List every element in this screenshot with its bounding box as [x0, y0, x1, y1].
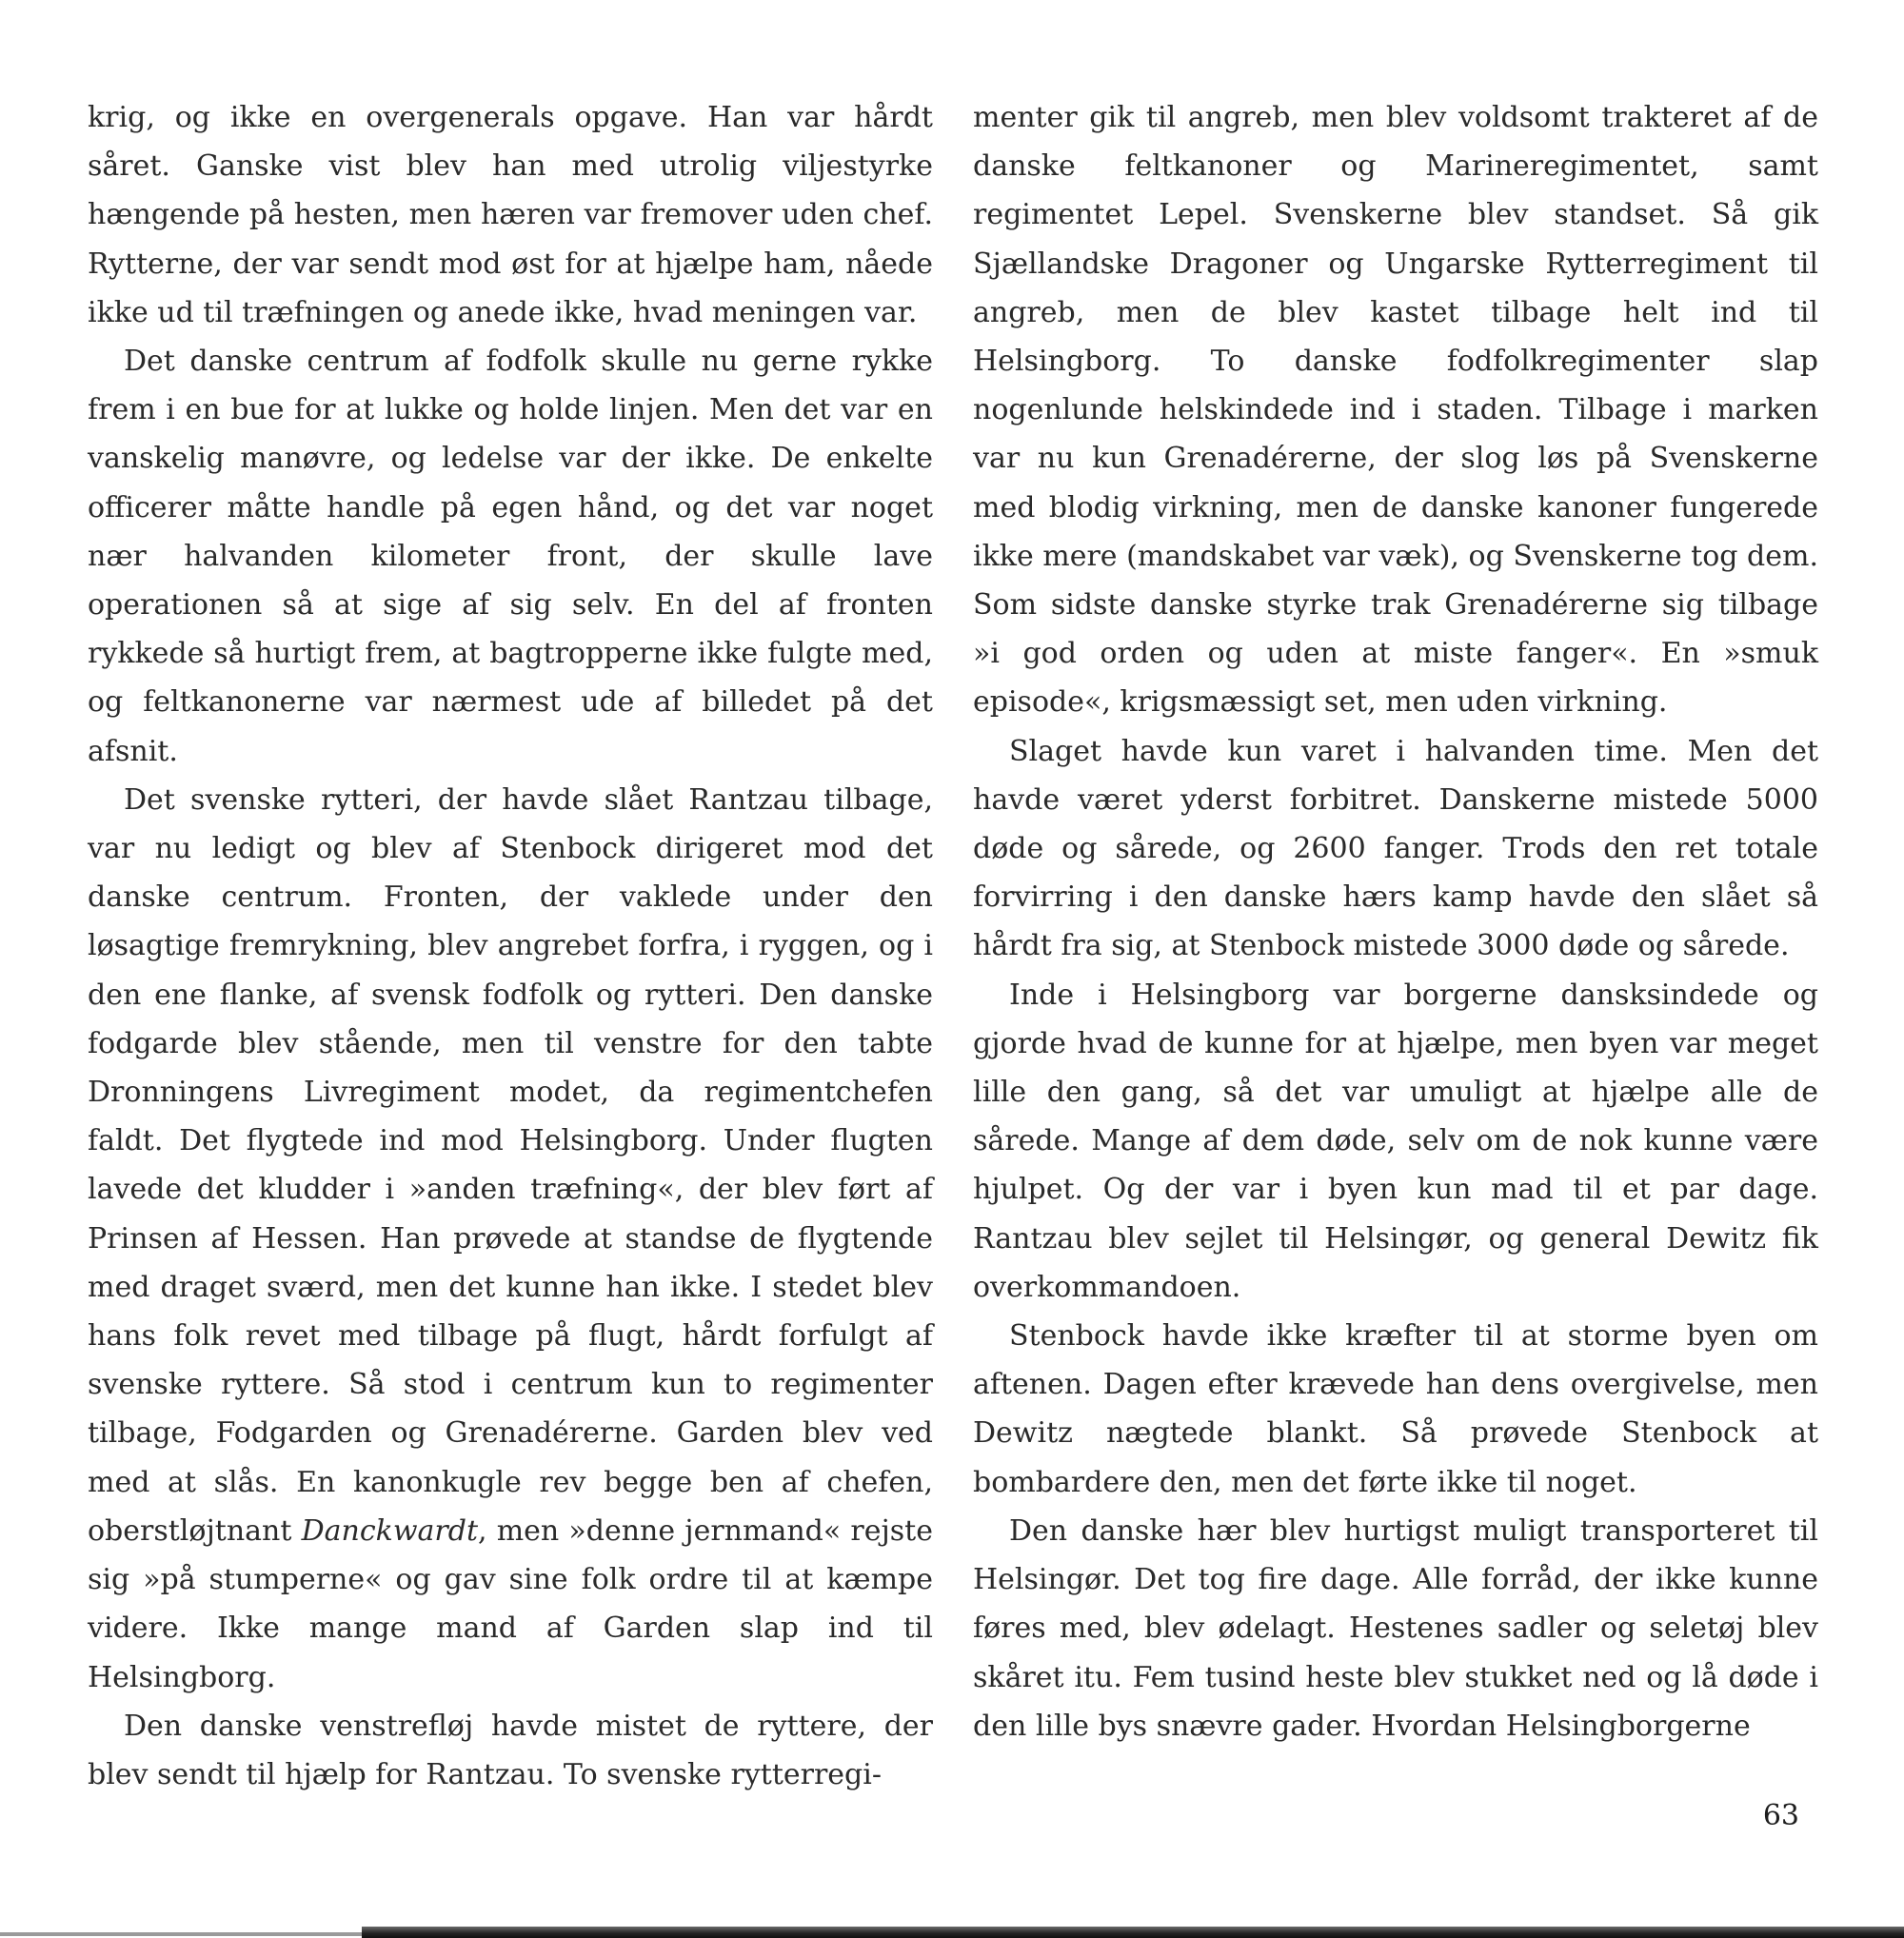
paragraph: Slaget havde kun varet i halvanden time. Men det havde været yderst forbitret. Danskerne mistede 5000 døde og sårede, og 2600 fanger. Trods den ret totale forvirring i den danske hærs kamp havde den slået så hårdt fra sig, at Stenbock mistede 3000 døde og sårede. [973, 734, 1818, 963]
paragraph: Stenbock havde ikke kræfter til at storme byen om aftenen. Dagen efter krævede han dens overgivelse, men Dewitz nægtede blankt. Så prøvede Stenbock at bombardere den, men det førte ikke til noget. [973, 1319, 1818, 1499]
paragraph-text: Det svenske rytteri, der havde slået Rantzau tilbage, var nu ledigt og blev af Stenbock dirigeret mod det danske centrum. Fronten, der vaklede under den løsagtige fremrykning, blev angrebet forfra, i ryggen, og i den ene flanke, af svensk fodfolk og rytteri. Den danske fodgarde blev stående, men til venstre for den tabte Dronningens Livregiment modet, da regimentchefen faldt. Det flygtede ind mod Helsingborg. Under flugten lavede det kludder i »anden træfning«, der blev ført af Prinsen af Hessen. Han prøvede at standse de flygtende med draget sværd, men det kunne han ikke. I stedet blev hans folk revet med tilbage på flugt, hårdt forfulgt af svenske ryttere. Så stod i centrum kun to regimenter tilbage, Fodgarden og Grenadérerne. Garden blev ved med at slås. En kanonkugle rev begge ben af chefen, oberstløjtnant [88, 782, 933, 1548]
page-number: 63 [1762, 1799, 1799, 1832]
paragraph: Den danske venstrefløj havde mistet de ryttere, der blev sendt til hjælp for Rantzau. To svenske rytterregi- [88, 1709, 933, 1791]
left-text-column [88, 93, 933, 1799]
paragraph: Inde i Helsingborg var borgerne dansksindede og gjorde hvad de kunne for at hjælpe, men byen var meget lille den gang, så det var umuligt at hjælpe alle de sårede. Mange af dem døde, selv om de nok kunne være hjulpet. Og der var i byen kun mad til et par dage. Rantzau blev sejlet til Helsingør, og general Dewitz fik overkommandoen. [973, 978, 1818, 1304]
italic-name: Danckwardt [301, 1513, 478, 1548]
paragraph [88, 776, 933, 1702]
scan-edge-line [0, 1932, 362, 1936]
scan-edge-shadow [362, 1927, 1904, 1938]
paragraph: Den danske hær blev hurtigst muligt transporteret til Helsingør. Det tog fire dage. Alle forråd, der ikke kunne føres med, blev ødelagt. Hestenes sadler og seletøj blev skåret itu. Fem tusind heste blev stukket ned og lå døde i den lille bys snævre gader. Hvordan Helsingborgerne [973, 1513, 1818, 1743]
right-text-column [973, 93, 1818, 1750]
paragraph: Det danske centrum af fodfolk skulle nu gerne rykke frem i en bue for at lukke og holde linjen. Men det var en vanskelig manøvre, og ledelse var der ikke. De enkelte officerer måtte handle på egen hånd, og det var noget nær halvanden kilometer front, der skulle lave operationen så at sige af sig selv. En del af fronten rykkede så hurtigt frem, at bagtropperne ikke fulgte med, og feltkanonerne var nærmest ude af billedet på det afsnit. [88, 345, 933, 768]
paragraph: krig, og ikke en overgenerals opgave. Han var hårdt såret. Ganske vist blev han med utrolig viljestyrke hængende på hesten, men hæren var fremover uden chef. Rytterne, der var sendt mod øst for at hjælpe ham, nåede ikke ud til træfningen og anede ikke, hvad meningen var. [88, 101, 933, 329]
paragraph-text: , men »denne jernmand« rejste sig »på stumperne« og gav sine folk ordre til at kæmpe videre. Ikke mange mand af Garden slap ind til Helsingborg. [88, 1513, 933, 1694]
paragraph: menter gik til angreb, men blev voldsomt trakteret af de danske feltkanoner og Marineregimentet, samt regimentet Lepel. Svenskerne blev standset. Så gik Sjællandske Dragoner og Ungarske Rytterregiment til angreb, men de blev kastet tilbage helt ind til Helsingborg. To danske fodfolkregimenter slap nogenlunde helskindede ind i staden. Tilbage i marken var nu kun Grenadérerne, der slog løs på Svenskerne med blodig virkning, men de danske kanoner fungerede ikke mere (mandskabet var væk), og Svenskerne tog dem. Som sidste danske styrke trak Grenadérerne sig tilbage »i god orden og uden at miste fanger«. En »smuk episode«, krigsmæssigt set, men uden virkning. [973, 101, 1818, 720]
